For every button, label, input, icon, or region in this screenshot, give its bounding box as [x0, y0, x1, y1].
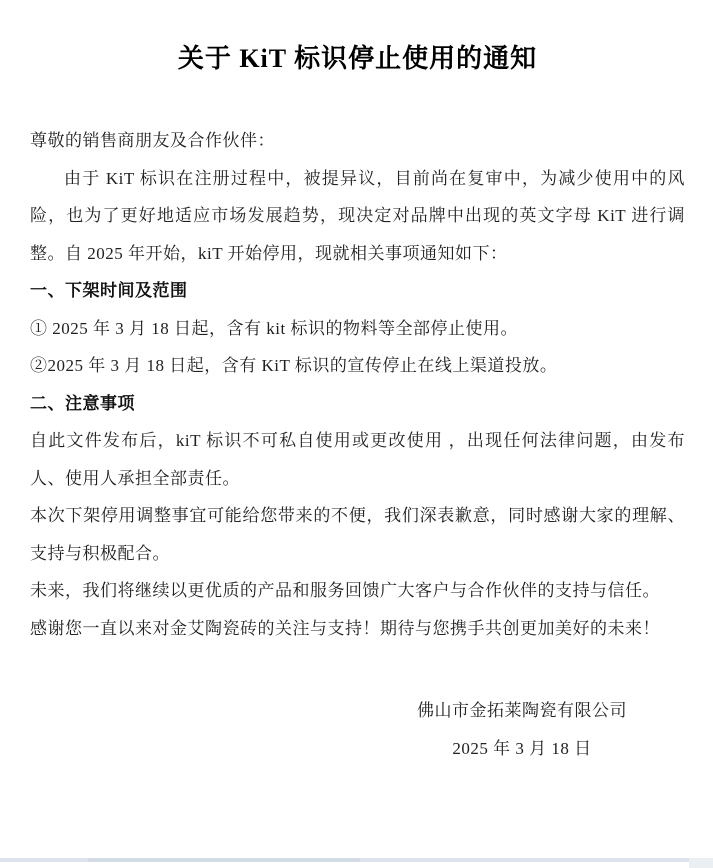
paragraph-future-commitment: 未来，我们将继续以更优质的产品和服务回馈广大客户与合作伙伴的支持与信任。	[30, 581, 660, 600]
section-heading-removal-scope: 一、下架时间及范围	[30, 281, 188, 300]
paragraph-thanks: 感谢您一直以来对金艾陶瓷砖的关注与支持！期待与您携手共创更加美好的未来！	[30, 618, 660, 638]
horizontal-scrollbar-thumb[interactable]	[88, 858, 360, 862]
window-resize-corner	[689, 858, 713, 868]
window-bottom-edge	[0, 858, 713, 868]
paragraph-legal-responsibility: 自此文件发布后，kiT 标识不可私自使用或更改使用 ，出现任何法律问题，由发布人、使用人承担全部责任。	[30, 431, 685, 488]
document-title: 关于 KiT 标识停止使用的通知	[177, 44, 538, 73]
list-item-ads-stop: ②2025 年 3 月 18 日起，含有 KiT 标识的宣传停止在线上渠道投放。	[30, 356, 558, 375]
section-heading-notes: 二、注意事项	[30, 393, 135, 413]
horizontal-scrollbar-track[interactable]	[0, 858, 713, 862]
intro-paragraph: 由于 KiT 标识在注册过程中，被提异议，目前尚在复审中，为减少使用中的风险，也为了更好地适应市场发展趋势，现决定对品牌中出现的英文字母 KiT 进行调整。自 2025 年开始，kiT 开始停用，现就相关事项通知如下：	[30, 168, 685, 263]
list-item-materials-stop: ① 2025 年 3 月 18 日起，含有 kit 标识的物料等全部停止使用。	[30, 318, 518, 338]
signature-block	[417, 692, 627, 767]
paragraph-apology: 本次下架停用调整事宜可能给您带来的不便，我们深表歉意，同时感谢大家的理解、支持与积极配合。	[30, 506, 685, 563]
signature-company-name: 佛山市金拓莱陶瓷有限公司	[417, 701, 627, 720]
signature-date: 2025 年 3 月 18 日	[452, 738, 592, 758]
salutation: 尊敬的销售商朋友及合作伙伴：	[30, 131, 275, 150]
